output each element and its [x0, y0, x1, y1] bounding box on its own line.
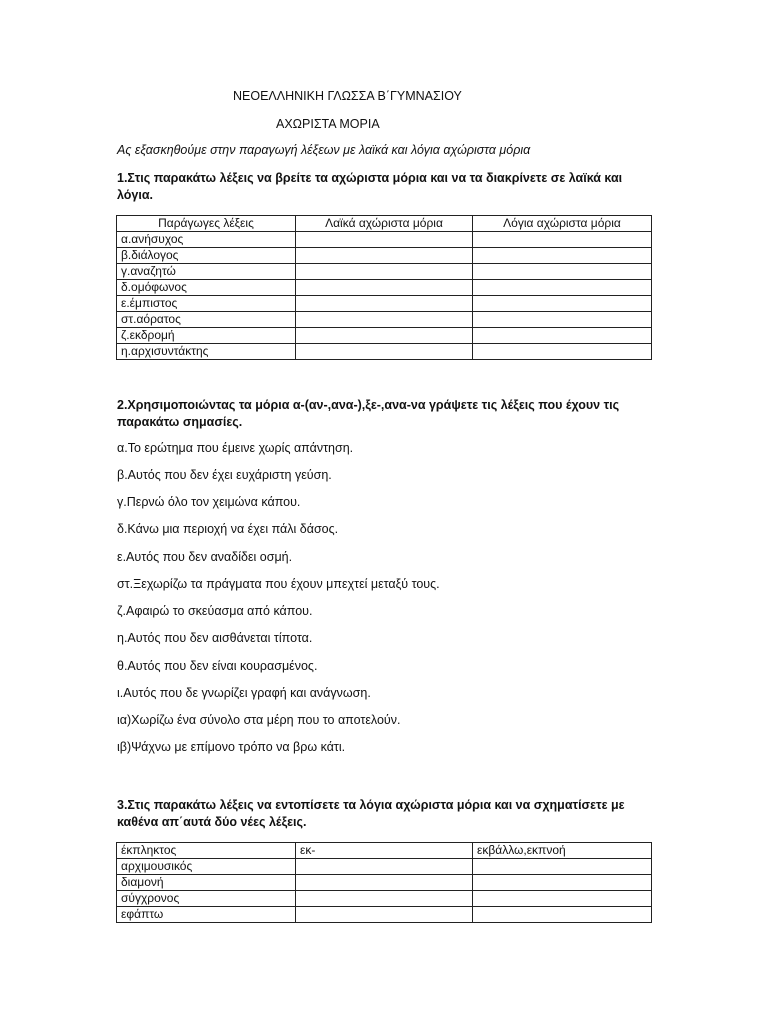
answer-cell[interactable]	[473, 264, 652, 280]
word-cell: β.διάλογος	[117, 248, 296, 264]
new-words-cell[interactable]	[473, 891, 652, 907]
answer-cell[interactable]	[296, 280, 473, 296]
answer-cell[interactable]	[296, 248, 473, 264]
answer-cell[interactable]	[296, 328, 473, 344]
answer-cell[interactable]	[296, 232, 473, 248]
prefix-cell[interactable]	[296, 859, 473, 875]
word-cell: α.ανήσυχος	[117, 232, 296, 248]
exercise-2-item: ι.Αυτός που δε γνωρίζει γραφή και ανάγνωση.	[117, 686, 371, 700]
exercise-2-item: θ.Αυτός που δεν είναι κουρασμένος.	[117, 659, 318, 673]
column-header: Λόγια αχώριστα μόρια	[473, 216, 652, 232]
exercise-3-table	[116, 842, 652, 923]
table-row	[117, 859, 652, 875]
exercise-2-heading: 2.Χρησιμοποιώντας τα μόρια α-(αν-,ανα-),ξε-,ανα-να γράψετε τις λέξεις που έχουν τις παρακάτω σημασίες.	[117, 398, 620, 429]
column-header: Παράγωγες λέξεις	[117, 216, 296, 232]
exercise-2-item: γ.Περνώ όλο τον χειμώνα κάπου.	[117, 495, 301, 509]
table-row	[117, 875, 652, 891]
answer-cell[interactable]	[473, 248, 652, 264]
word-cell: η.αρχισυντάκτης	[117, 344, 296, 360]
prefix-cell: εκ-	[296, 843, 473, 859]
exercise-1-heading: 1.Στις παρακάτω λέξεις να βρείτε τα αχώριστα μόρια και να τα διακρίνετε σε λαϊκά και λόγια.	[117, 171, 623, 202]
page-title: ΝΕΟΕΛΛΗΝΙΚΗ ΓΛΩΣΣΑ Β΄ΓΥΜΝΑΣΙΟΥ	[233, 89, 462, 103]
table-row	[117, 328, 652, 344]
answer-cell[interactable]	[296, 312, 473, 328]
exercise-2-item: η.Αυτός που δεν αισθάνεται τίποτα.	[117, 631, 313, 645]
word-cell: σύγχρονος	[117, 891, 296, 907]
new-words-cell[interactable]	[473, 875, 652, 891]
word-cell: ζ.εκδρομή	[117, 328, 296, 344]
answer-cell[interactable]	[473, 328, 652, 344]
exercise-2-item: ζ.Αφαιρώ το σκεύασμα από κάπου.	[117, 604, 313, 618]
answer-cell[interactable]	[473, 344, 652, 360]
new-words-cell: εκβάλλω,εκπνοή	[473, 843, 652, 859]
prefix-cell[interactable]	[296, 891, 473, 907]
prefix-cell[interactable]	[296, 875, 473, 891]
exercise-3-heading: 3.Στις παρακάτω λέξεις να εντοπίσετε τα λόγια αχώριστα μόρια και να σχηματίσετε με καθένα απ΄αυτά δύο νέες λέξεις.	[117, 798, 625, 829]
table-row	[117, 296, 652, 312]
exercise-2-item: ια)Χωρίζω ένα σύνολο στα μέρη που το αποτελούν.	[117, 713, 401, 727]
word-cell: εφάπτω	[117, 907, 296, 923]
table-row	[117, 232, 652, 248]
word-cell: δ.ομόφωνος	[117, 280, 296, 296]
answer-cell[interactable]	[473, 280, 652, 296]
word-cell: διαμονή	[117, 875, 296, 891]
answer-cell[interactable]	[296, 344, 473, 360]
table-row	[117, 248, 652, 264]
page-subtitle: ΑΧΩΡΙΣΤΑ ΜΟΡΙΑ	[276, 117, 380, 131]
table-row	[117, 891, 652, 907]
word-cell: γ.αναζητώ	[117, 264, 296, 280]
answer-cell[interactable]	[473, 312, 652, 328]
table-row	[117, 843, 652, 859]
exercise-1-table	[116, 215, 652, 360]
exercise-2-item: στ.Ξεχωρίζω τα πράγματα που έχουν μπεχτεί μεταξύ τους.	[117, 577, 440, 591]
table-row	[117, 344, 652, 360]
exercise-2-item: β.Αυτός που δεν έχει ευχάριστη γεύση.	[117, 468, 332, 482]
answer-cell[interactable]	[473, 232, 652, 248]
new-words-cell[interactable]	[473, 859, 652, 875]
answer-cell[interactable]	[296, 296, 473, 312]
table-row	[117, 264, 652, 280]
table-row	[117, 280, 652, 296]
table-row	[117, 312, 652, 328]
table-row	[117, 907, 652, 923]
instruction-text: Ας εξασκηθούμε στην παραγωγή λέξεων με λαϊκά και λόγια αχώριστα μόρια	[117, 143, 531, 157]
word-cell: ε.έμπιστος	[117, 296, 296, 312]
table-header-row	[117, 216, 652, 232]
exercise-2-item: ιβ)Ψάχνω με επίμονο τρόπο να βρω κάτι.	[117, 740, 346, 754]
column-header: Λαϊκά αχώριστα μόρια	[296, 216, 473, 232]
answer-cell[interactable]	[296, 264, 473, 280]
answer-cell[interactable]	[473, 296, 652, 312]
exercise-2-item: ε.Αυτός που δεν αναδίδει οσμή.	[117, 550, 293, 564]
word-cell: έκπληκτος	[117, 843, 296, 859]
new-words-cell[interactable]	[473, 907, 652, 923]
word-cell: αρχιμουσικός	[117, 859, 296, 875]
exercise-2-item: α.Το ερώτημα που έμεινε χωρίς απάντηση.	[117, 441, 354, 455]
prefix-cell[interactable]	[296, 907, 473, 923]
exercise-2-item: δ.Κάνω μια περιοχή να έχει πάλι δάσος.	[117, 522, 339, 536]
word-cell: στ.αόρατος	[117, 312, 296, 328]
